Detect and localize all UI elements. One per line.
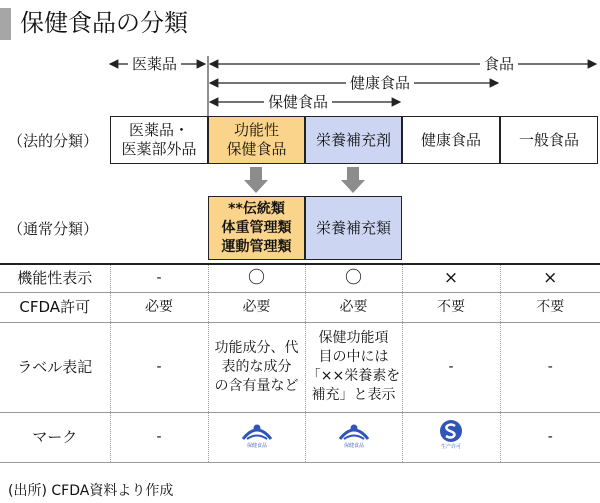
table-cell: -	[110, 412, 208, 462]
table-cell: ×	[500, 264, 600, 292]
normal-category-traditional: **伝統類 体重管理類 運動管理類	[208, 196, 305, 260]
table-cell: 不要	[402, 292, 500, 322]
table-cell: 〇	[208, 264, 305, 292]
source-note: (出所) CFDA資料より作成	[8, 483, 174, 499]
category-nutrition-supplement: 栄養補充剤	[305, 116, 402, 164]
normal-category-nutrition: 栄養補充類	[305, 196, 402, 260]
hoken-food-bracket-label: 保健食品	[264, 93, 332, 111]
down-arrow-2-shaft	[347, 167, 359, 180]
category-medicine: 医薬品・ 医薬部外品	[110, 116, 208, 164]
table-row	[0, 264, 600, 292]
table-cell	[208, 412, 305, 462]
qs-certification-logo-icon	[436, 418, 466, 450]
svg-text:保健食品: 保健食品	[343, 443, 364, 449]
row-label-labeling: ラベル表記	[0, 322, 110, 412]
comparison-table	[0, 263, 600, 463]
table-row	[0, 322, 600, 412]
table-row	[0, 292, 600, 322]
table-cell: -	[500, 322, 600, 412]
hoken-food-logo-icon	[334, 419, 374, 449]
table-cell	[402, 412, 500, 462]
table-cell: 必要	[110, 292, 208, 322]
table-cell: -	[110, 264, 208, 292]
svg-text:保健食品: 保健食品	[246, 443, 267, 449]
table-cell: 不要	[500, 292, 600, 322]
table-cell: -	[402, 322, 500, 412]
category-functional-health-food: 功能性 保健食品	[208, 116, 305, 164]
page-title: 保健食品の分類	[20, 9, 188, 37]
table-cell: -	[500, 412, 600, 462]
hoken-food-logo-icon	[237, 419, 277, 449]
medicine-bracket-label: 医薬品	[128, 55, 181, 73]
category-general-food: 一般食品	[500, 116, 598, 164]
down-arrow-2-head	[341, 180, 365, 193]
category-health-food: 健康食品	[402, 116, 500, 164]
table-cell: ×	[402, 264, 500, 292]
row-label-cfda: CFDA許可	[0, 292, 110, 322]
down-arrow-1-shaft	[250, 167, 262, 180]
food-bracket-label: 食品	[480, 55, 518, 73]
down-arrow-1-head	[244, 180, 268, 193]
legal-classification-label: （法的分類）	[8, 132, 99, 150]
table-cell: 功能成分、代 表的な成分 の含有量など	[208, 322, 305, 412]
table-cell	[305, 412, 402, 462]
table-cell: 保健功能項 目の中には 「××栄養素を 補充」と表示	[305, 322, 402, 412]
health-food-bracket-label: 健康食品	[346, 74, 414, 92]
table-cell: 〇	[305, 264, 402, 292]
table-cell: 必要	[305, 292, 402, 322]
table-cell: -	[110, 322, 208, 412]
normal-classification-label: （通常分類）	[8, 220, 99, 238]
table-row	[0, 412, 600, 462]
row-label-mark: マーク	[0, 412, 110, 462]
row-label-function-claim: 機能性表示	[0, 264, 110, 292]
svg-text:生产许可: 生产许可	[440, 444, 462, 450]
table-cell: 必要	[208, 292, 305, 322]
